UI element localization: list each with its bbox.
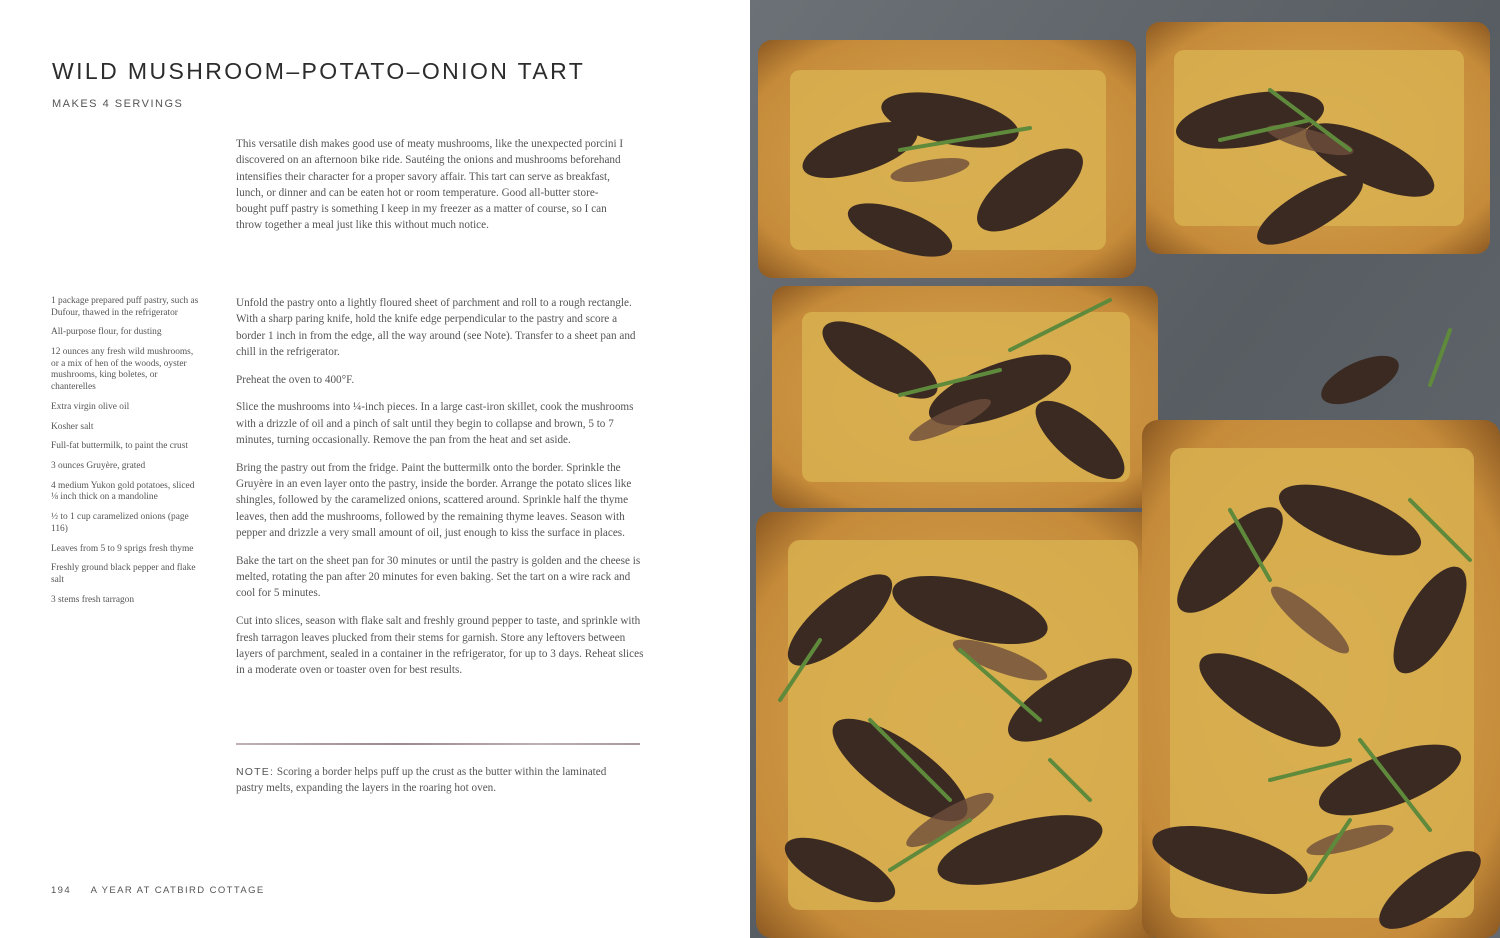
ingredient-item: 1 package prepared puff pastry, such as Dufour, thawed in the refrigerator [51, 296, 199, 318]
running-head: A YEAR AT CATBIRD COTTAGE [90, 885, 265, 896]
recipe-note [236, 764, 636, 797]
note-label: NOTE: [236, 766, 275, 778]
ingredients-list [51, 296, 201, 615]
ingredient-item: 3 ounces Gruyère, grated [51, 461, 146, 472]
method-step: Preheat the oven to 400°F. [236, 373, 355, 386]
note-divider [236, 743, 640, 745]
tart-illustration [750, 0, 1500, 938]
ingredient-item: Full-fat buttermilk, to paint the crust [51, 441, 188, 452]
ingredient-item: Freshly ground black pepper and flake salt [51, 563, 196, 585]
tart-photo [750, 0, 1500, 938]
method-step: Bring the pastry out from the fridge. Paint the buttermilk onto the border. Sprinkle the Gruyère in an even layer onto the pastry, inside the border. Arrange the potato slices like shingles, followed by the caramelized onions, scattered around. Sprinkle half the thyme leaves, then add the mushrooms, followed by the remaining thyme leaves. Season with pepper and drizzle a very small amount of oil, just enough to kiss the surface in places. [236, 461, 632, 540]
ingredient-item: Leaves from 5 to 9 sprigs fresh thyme [51, 543, 194, 554]
method-steps [236, 295, 644, 690]
ingredient-item: 12 ounces any fresh wild mushrooms, or a mix of hen of the woods, oyster mushrooms, king boletes, or chanterelles [51, 347, 194, 392]
page-footer [51, 885, 265, 896]
ingredient-item: All-purpose flour, for dusting [51, 327, 162, 338]
servings-label: MAKES 4 SERVINGS [52, 98, 184, 110]
method-step: Bake the tart on the sheet pan for 30 minutes or until the pastry is golden and the cheese is melted, rotating the pan after 20 minutes for even baking. Set the tart on a wire rack and cool for 5 minutes. [236, 554, 641, 600]
note-text: Scoring a border helps puff up the crust as the butter within the laminated pastry melts, expanding the layers in the roaring hot oven. [236, 766, 607, 795]
method-step: Cut into slices, season with flake salt and freshly ground pepper to taste, and sprinkle with fresh tarragon leaves plucked from their stems for garnish. Store any leftovers between layers of parchment, sealed in a container in the refrigerator, for up to 3 days. Reheat slices in a moderate oven or toaster oven for best results. [236, 615, 644, 677]
recipe-title: WILD MUSHROOM–POTATO–ONION TART [52, 58, 586, 84]
ingredient-item: Extra virgin olive oil [51, 401, 130, 412]
ingredient-item: ½ to 1 cup caramelized onions (page 116) [51, 512, 189, 534]
ingredient-item: 3 stems fresh tarragon [51, 594, 135, 605]
ingredient-item: 4 medium Yukon gold potatoes, sliced ⅛ inch thick on a mandoline [51, 480, 195, 503]
recipe-intro: This versatile dish makes good use of meaty mushrooms, like the unexpected porcini I discovered on an afternoon bike ride. Sautéing the onions and mushrooms beforehand intensifies their character for a proper savory affair. This tart can serve as breakfast, lunch, or dinner and can be eaten hot or room temperature. Good all-butter store-bought puff pastry is something I keep in my freezer as a matter of course, so I can throw together a meal just like this without much notice. [236, 138, 624, 232]
ingredient-item: Kosher salt [51, 421, 94, 432]
method-step: Slice the mushrooms into ¼-inch pieces. In a large cast-iron skillet, cook the mushrooms with a drizzle of oil and a pinch of salt until they begin to collapse and brown, 5 to 7 minutes, turning occasionally. Remove the pan from the heat and set aside. [236, 401, 634, 447]
method-step: Unfold the pastry onto a lightly floured sheet of parchment and roll to a rough rectangle. With a sharp paring knife, hold the knife edge perpendicular to the pastry and score a border 1 inch in from the edge, all the way around (see Note). Transfer to a sheet pan and chill in the refrigerator. [236, 297, 636, 358]
page-number: 194 [51, 885, 72, 896]
